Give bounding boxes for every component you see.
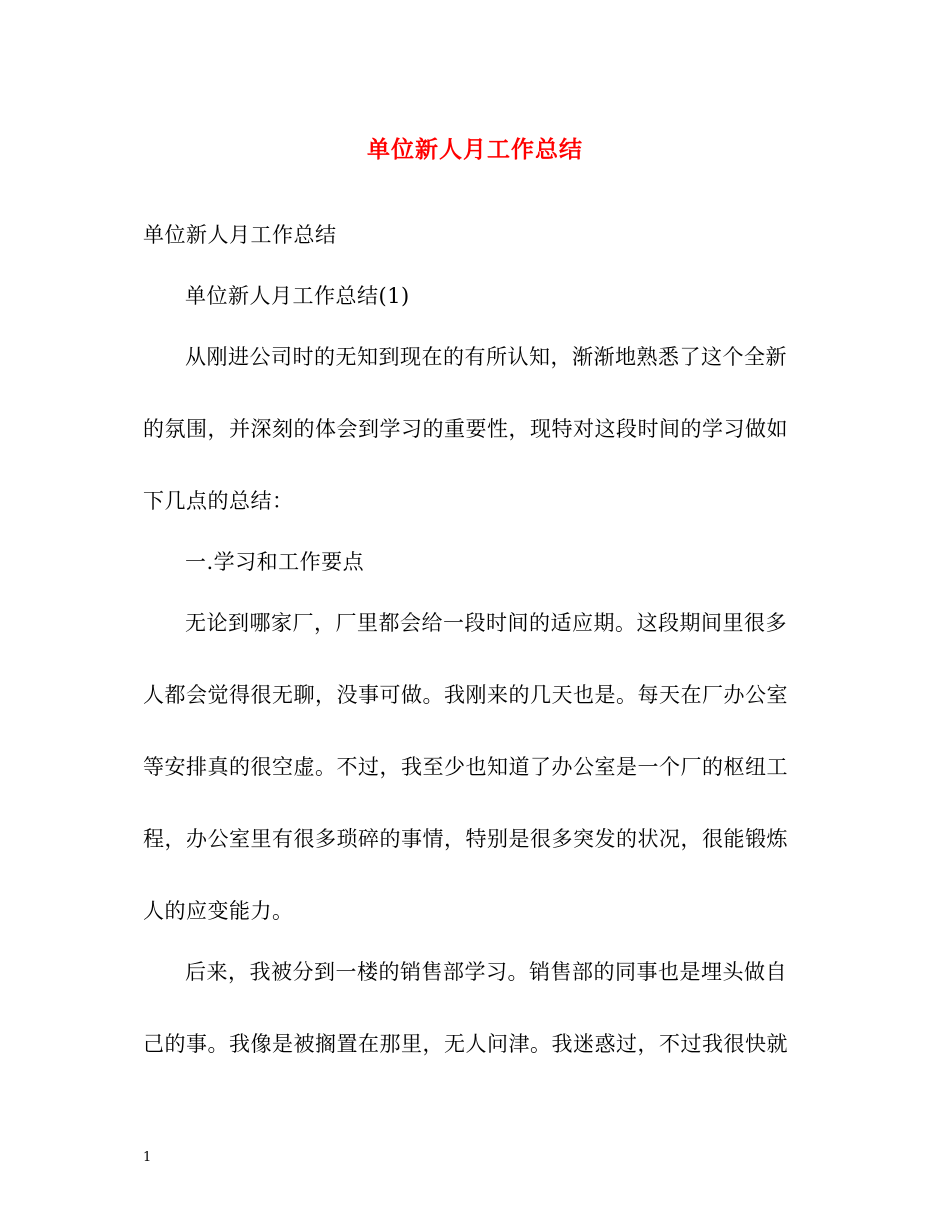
paragraph-line: 程，办公室里有很多琐碎的事情，特别是很多突发的状况，很能锻炼 bbox=[143, 827, 788, 851]
paragraph-line: 的氛围，并深刻的体会到学习的重要性，现特对这段时间的学习做如 bbox=[143, 417, 788, 441]
page-number: 1 bbox=[143, 1150, 152, 1165]
section-title: 单位新人月工作总结(1) bbox=[185, 284, 410, 308]
paragraph-line: 从刚进公司时的无知到现在的有所认知，渐渐地熟悉了这个全新 bbox=[185, 345, 787, 369]
paragraph-line: 后来，我被分到一楼的销售部学习。销售部的同事也是埋头做自 bbox=[185, 960, 787, 984]
document-subtitle: 单位新人月工作总结 bbox=[143, 223, 337, 247]
paragraph-line: 人的应变能力。 bbox=[143, 899, 294, 923]
paragraph-line: 无论到哪家厂，厂里都会给一段时间的适应期。这段期间里很多 bbox=[185, 611, 787, 635]
document-title: 单位新人月工作总结 bbox=[367, 136, 583, 163]
paragraph-line: 下几点的总结： bbox=[143, 489, 294, 513]
section-heading: 一.学习和工作要点 bbox=[185, 550, 365, 574]
paragraph-line: 己的事。我像是被搁置在那里，无人问津。我迷惑过，不过我很快就 bbox=[143, 1032, 788, 1056]
paragraph-line: 等安排真的很空虚。不过，我至少也知道了办公室是一个厂的枢纽工 bbox=[143, 755, 788, 779]
paragraph-line: 人都会觉得很无聊，没事可做。我刚来的几天也是。每天在厂办公室 bbox=[143, 683, 788, 707]
